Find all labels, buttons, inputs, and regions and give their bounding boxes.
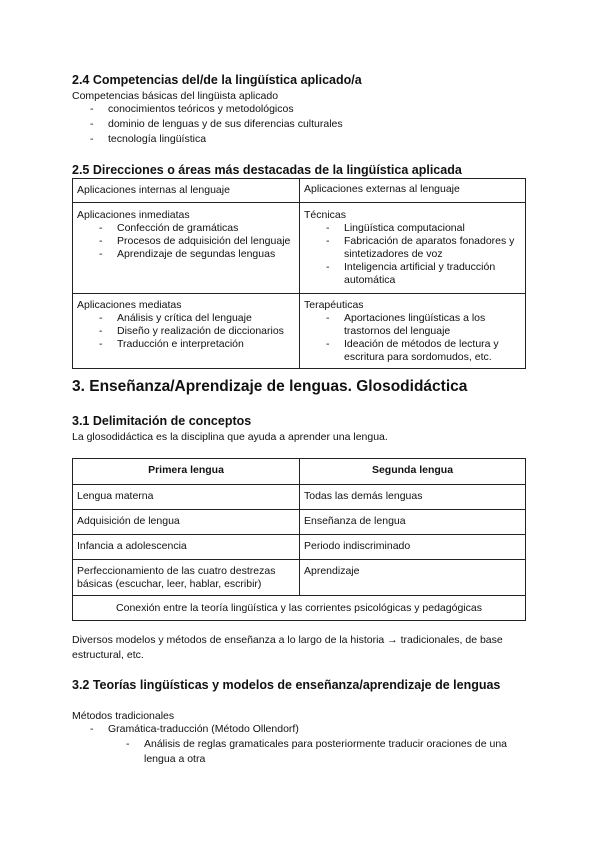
table-row	[73, 294, 526, 369]
table-header-cell: Segunda lengua	[300, 459, 526, 485]
metodos-sublist	[72, 737, 527, 767]
list-item: - Inteligencia artificial y traducción automática	[304, 261, 521, 287]
section-3-title: 3. Enseñanza/Aprendizaje de lenguas. Glosodidáctica	[72, 378, 468, 395]
table-row	[73, 485, 526, 510]
list-item: - Procesos de adquisición del lenguaje	[77, 235, 295, 248]
table-footer-cell: Conexión entre la teoría lingüística y las corrientes psicológicas y pedagógicas	[73, 596, 526, 621]
table-row	[73, 535, 526, 560]
section-3-1-title: 3.1 Delimitación de conceptos	[72, 414, 252, 428]
section-2-4-title: 2.4 Competencias del/de la lingüística aplicado/a	[72, 73, 362, 87]
list-item: - Lingüística computacional	[304, 222, 521, 235]
table-header-cell: Primera lengua	[73, 459, 300, 485]
areas-table	[72, 178, 526, 369]
table-row	[73, 596, 526, 621]
sublist-text: Análisis de reglas gramaticales para posteriormente traducir oraciones de una lengua a otra	[144, 738, 508, 765]
list-item: - tecnología lingüística	[72, 132, 527, 147]
section-3-2-title: 3.2 Teorías lingüísticas y modelos de enseñanza/aprendizaje de lenguas	[72, 678, 501, 692]
lenguas-table	[72, 458, 526, 621]
list-item: - Gramática-traducción (Método Ollendorf)	[72, 722, 527, 737]
section-3-1-after: Diversos modelos y métodos de enseñanza a lo largo de la historia → tradicionales, de base estructural, etc.	[72, 634, 503, 661]
cell-title: Técnicas	[304, 209, 347, 221]
table-cell: Infancia a adolescencia	[73, 535, 300, 560]
table-row	[73, 510, 526, 535]
table-row	[73, 179, 526, 203]
list-item: - Fabricación de aparatos fonadores y sintetizadores de voz	[304, 235, 521, 261]
cell-title: Terapéuticas	[304, 299, 364, 311]
table-cell: Adquisición de lengua	[73, 510, 300, 535]
table-cell	[73, 294, 300, 369]
table-cell: Periodo indiscriminado	[300, 535, 526, 560]
cell-title: Aplicaciones inmediatas	[77, 209, 190, 221]
list-item: - conocimientos teóricos y metodológicos	[72, 102, 527, 117]
list-item: - Diseño y realización de diccionarios	[77, 325, 295, 338]
table-cell: Todas las demás lenguas	[300, 485, 526, 510]
table-cell: Enseñanza de lengua	[300, 510, 526, 535]
list-item: - Aportaciones lingüísticas a los trastornos del lenguaje	[304, 312, 521, 338]
table-row	[73, 459, 526, 485]
table-cell	[73, 203, 300, 294]
cell-title: Aplicaciones mediatas	[77, 299, 182, 311]
list-item: - dominio de lenguas y de sus diferencias culturales	[72, 117, 527, 132]
list-item: - Análisis y crítica del lenguaje	[77, 312, 295, 325]
list-item: - Ideación de métodos de lectura y escritura para sordomudos, etc.	[304, 338, 521, 364]
list-item: - Traducción e interpretación	[77, 338, 295, 351]
table-row	[73, 560, 526, 596]
list-item: - Confección de gramáticas	[77, 222, 295, 235]
table-cell: Lengua materna	[73, 485, 300, 510]
cell-list	[77, 312, 295, 351]
competencias-list	[72, 102, 527, 147]
table-header-cell: Aplicaciones internas al lenguaje	[73, 179, 300, 203]
table-header-cell: Aplicaciones externas al lenguaje	[300, 179, 526, 203]
list-item: - Aprendizaje de segundas lenguas	[77, 248, 295, 261]
table-cell: Aprendizaje	[300, 560, 526, 596]
cell-list	[77, 222, 295, 261]
cell-list	[304, 312, 521, 364]
table-row	[73, 203, 526, 294]
cell-list	[304, 222, 521, 287]
section-2-4-intro: Competencias básicas del lingüista aplicado	[72, 90, 279, 102]
section-3-1-intro: La glosodidáctica es la disciplina que ayuda a aprender una lengua.	[72, 431, 388, 443]
section-2-5-title: 2.5 Direcciones o áreas más destacadas de la lingüística aplicada	[72, 163, 462, 177]
section-3-2-intro: Métodos tradicionales	[72, 710, 175, 722]
table-cell	[300, 203, 526, 294]
metodos-list	[72, 722, 527, 737]
table-cell: Perfeccionamiento de las cuatro destrezas básicas (escuchar, leer, hablar, escribir)	[73, 560, 300, 596]
table-cell	[300, 294, 526, 369]
list-item	[72, 737, 527, 767]
